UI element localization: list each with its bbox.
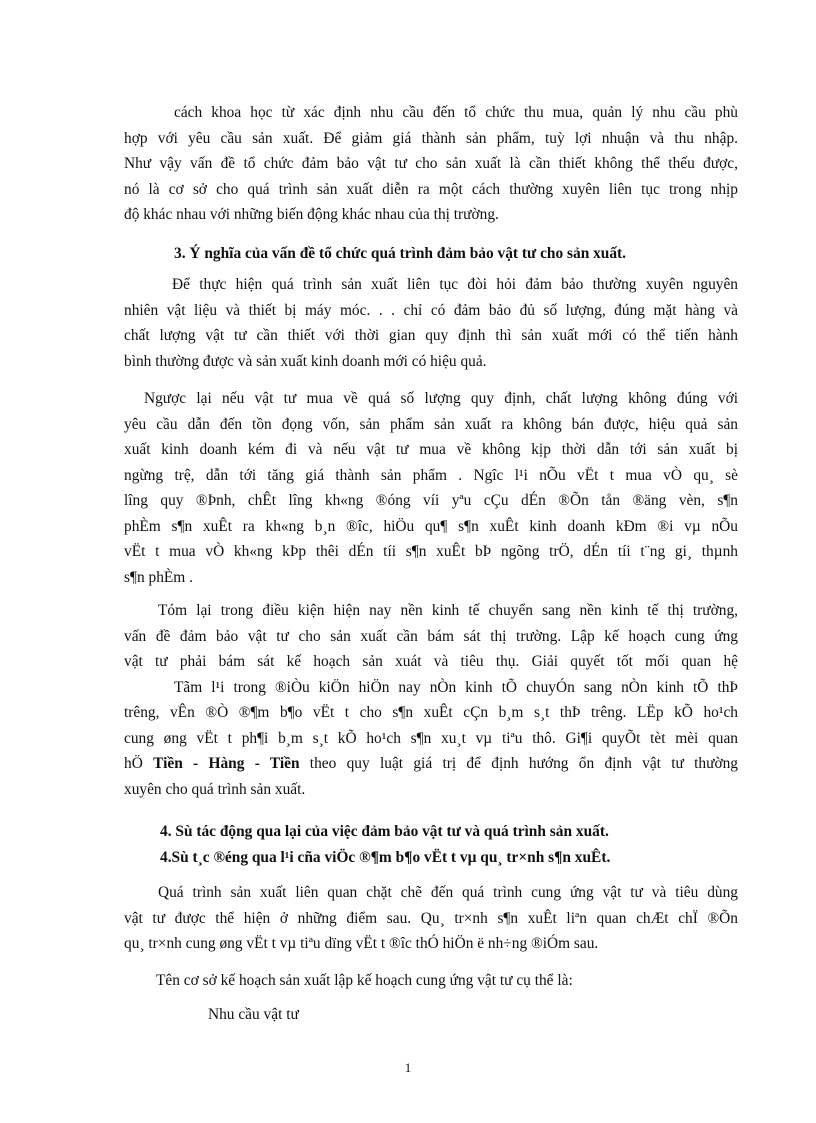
text-line: s¶n phÈm . [124,568,193,586]
text-line: xuyên cho quá trình sản xuất. [124,780,306,798]
text-line: vËt t mua vÒ kh«ng kÞp thêi dÉn tíi s¶n xuÊt bÞ ngõng trÖ, dÉn tíi t¨ng gi¸ thµnh [124,543,738,560]
paragraph-3 [124,386,738,590]
section-heading-4: 4. Sù tác động qua lại của việc đảm bảo vật tư và quá trình sản xuất. [160,823,609,840]
paragraph-6 [156,968,716,994]
paragraph-5 [124,880,738,957]
section-heading-3: 3. Ý nghĩa của vấn đề tổ chức quá trình đảm bảo vật tư cho sản xuất. [174,245,627,262]
paragraph-1 [124,100,738,228]
text-line: vấn đề đảm bảo vật tư cho sản xuất cần bám sát thị trường. Lập kế hoạch cung ứng [124,627,738,645]
text-line: hợp với yêu cầu sản xuất. Để giảm giá thành sản phẩm, tuỳ lợi nhuận và thu nhập. [124,129,738,147]
text-line: qu¸ tr×nh cung øng vËt t vµ tiªu dïng vËt t ®îc thÓ hiÖn ë nh÷ng ®iÓm sau. [124,935,599,952]
page-number: 1 [404,1060,412,1075]
paragraph-2 [124,272,738,374]
text-line: yêu cầu dẫn đến tồn đọng vốn, sản phẩm sản xuất ra không bán được, hiệu quả sản [124,415,738,433]
text-line: Quá trình sản xuất liên quan chặt chẽ đến quá trình cung ứng vật tư và tiêu dùng [158,884,738,901]
text-line: chất lượng vật tư cần thiết với thời gian quy định thì sản xuất mới có thể tiến hành [124,327,738,344]
text-line: nhiên vật liệu và thiết bị máy móc. . . chỉ có đảm bảo đủ số lượng, đúng mặt hàng và [124,301,738,319]
text-line: cung øng vËt t ph¶i b¸m s¸t kÕ ho¹ch s¶n xu¸t vµ tiªu thô. Gi¶i quyÕt tèt mèi quan [124,729,738,747]
text-line: Tãm l¹i trong ®iÒu kiÖn hiÖn nay nÒn kinh tÕ chuyÓn sang nÒn kinh tÕ thÞ [174,678,738,696]
text-segment: hÖ [124,755,154,772]
text-line: Tóm lại trong điều kiện hiện nay nền kinh tế chuyển sang nền kinh tế thị trường, [158,602,738,619]
text-line: vật tư được thể hiện ở những điểm sau. Qu¸ tr×nh s¶n xuÊt liªn quan chÆt chÏ ®Õn [124,909,738,927]
text-line: Để thực hiện quá trình sản xuất liên tục đòi hỏi đảm bảo thường xuyên nguyên [172,276,738,293]
text-line: Như vậy vấn đề tổ chức đảm bảo vật tư cho sản xuất là cần thiết không thể thếu được, [124,155,738,172]
paragraph-7 [208,1002,508,1028]
text-line: phÈm s¶n xuÊt ra kh«ng b¸n ®îc, hiÖu qu¶ s¶n xuÊt kinh doanh kÐm ®i vµ nÕu [124,517,738,535]
section-heading-4-legacy: 4.Sù t¸c ®éng qua l¹i cña viÖc ®¶m b¶o vËt t vµ qu¸ tr×nh s¶n xuÊt. [160,849,611,866]
text-line: độ khác nhau với những biến động khác nhau của thị trường. [124,206,499,223]
text-line: bình thường được và sản xuất kinh doanh mới có hiệu quả. [124,352,487,370]
text-line: trêng, vÊn ®Ò ®¶m b¶o vËt t cho s¶n xuÊt cÇn b¸m s¸t thÞ trêng. LËp kÕ ho¹ch [124,704,738,721]
text-line: Ngược lại nếu vật tư mua về quá số lượng quy định, chất lượng không đúng với [144,390,738,407]
text-line: cách khoa học từ xác định nhu cầu đến tổ chức thu mua, quản lý nhu cầu phù [174,104,738,121]
text-line [124,751,738,777]
text-line: vật tư phải bám sát kế hoạch sản xuát và tiêu thụ. Giải quyết tốt mối quan hệ [124,653,738,670]
text-segment: theo quy luật giá trị để định hướng ổn định vật tư thường [299,755,738,772]
text-line: xuất kinh doanh kém đi và nếu vật tư mua về không kịp thời dẫn tới sản xuất bị [124,441,738,458]
bold-phrase: Tiền - Hàng - Tiền [153,755,300,772]
text-line: Nhu cầu vật tư [208,1006,299,1023]
text-line: nó là cơ sở cho quá trình sản xuất diễn ra một cách thường xuyên liên tục trong nhịp [124,180,738,198]
text-line: Tên cơ sở kế hoạch sản xuất lập kế hoạch cung ứng vật tư cụ thể là: [156,972,573,989]
text-line: lîng quy ®Þnh, chÊt lîng kh«ng ®óng víi yªu cÇu dÉn ®Õn tån ®äng vèn, s¶n [124,492,738,509]
paragraph-4 [124,598,738,802]
text-line: ngừng trệ, dẫn tới tăng giá thành sản phẩm . Ngîc l¹i nÕu vËt t mua vÒ qu¸ sè [124,466,738,484]
